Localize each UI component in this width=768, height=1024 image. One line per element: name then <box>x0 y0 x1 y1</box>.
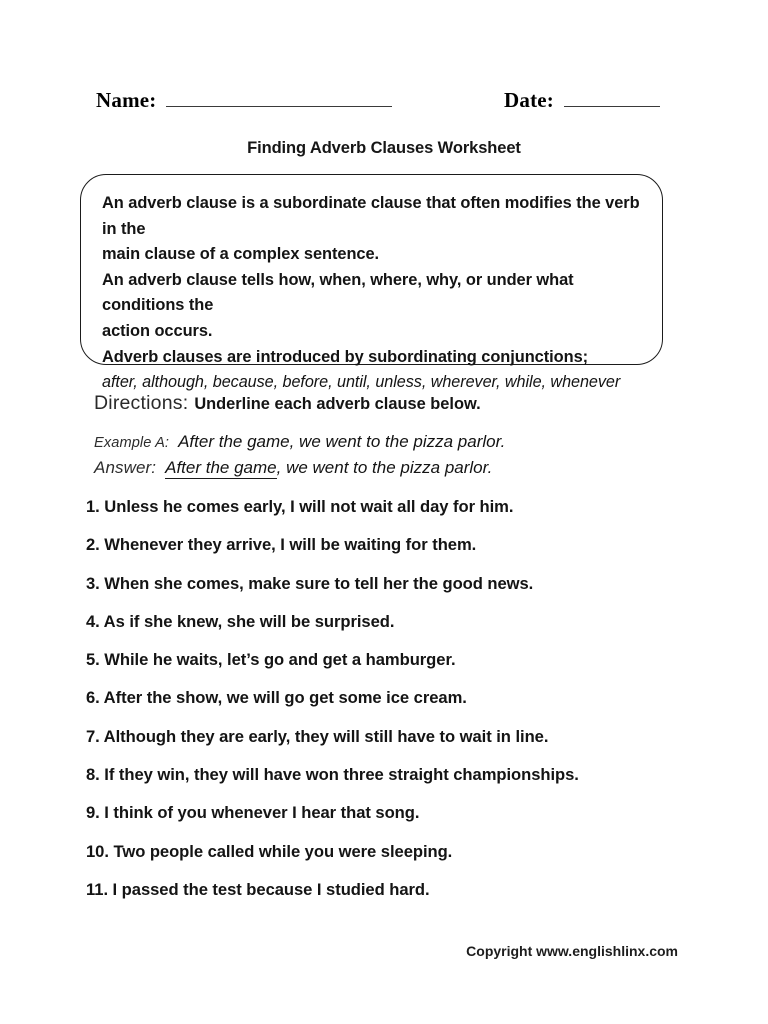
name-label: Name: <box>96 88 157 112</box>
directions-text: Underline each adverb clause below. <box>194 395 481 413</box>
directions-label: Directions: <box>94 392 189 414</box>
answer-row <box>94 458 492 478</box>
question-item[interactable]: 7. Although they are early, they will still have to wait in line. <box>86 726 549 746</box>
name-date-row <box>96 88 676 118</box>
question-item[interactable]: 2. Whenever they arrive, I will be waiting for them. <box>86 535 477 555</box>
page-title: Finding Adverb Clauses Worksheet <box>247 139 521 157</box>
question-item[interactable]: 4. As if she knew, she will be surprised. <box>86 611 395 631</box>
answer-underlined-clause: After the game <box>165 458 277 477</box>
subordinating-conjunctions-list: after, although, because, before, until, unless, wherever, while, whenever <box>102 373 621 392</box>
example-row <box>94 432 505 452</box>
question-item[interactable]: 9. I think of you whenever I hear that song. <box>86 803 420 823</box>
question-item[interactable]: 8. If they win, they will have won three straight championships. <box>86 765 579 785</box>
answer-label: Answer: <box>94 458 157 477</box>
definition-box <box>80 174 663 392</box>
date-input-rule[interactable] <box>564 89 660 107</box>
name-field[interactable] <box>96 88 392 113</box>
definition-line: An adverb clause tells how, when, where, why, or under what conditions the <box>102 270 574 315</box>
question-item[interactable]: 5. While he waits, let’s go and get a hamburger. <box>86 650 456 670</box>
date-field[interactable] <box>504 88 660 113</box>
example-sentence: After the game, we went to the pizza parlor. <box>178 432 506 451</box>
question-item[interactable]: 10. Two people called while you were sleeping. <box>86 841 453 861</box>
answer-sentence <box>165 458 492 478</box>
question-list <box>86 497 686 918</box>
definition-line: action occurs. <box>102 321 213 340</box>
definition-box-content <box>81 175 662 396</box>
question-item[interactable]: 3. When she comes, make sure to tell her the good news. <box>86 573 534 593</box>
question-item[interactable]: 1. Unless he comes early, I will not wait all day for him. <box>86 497 514 516</box>
date-label: Date: <box>504 88 554 112</box>
answer-remaining-text: , we went to the pizza parlor. <box>276 458 493 477</box>
copyright-notice: Copyright www.englishlinx.com <box>466 943 678 959</box>
definition-line: main clause of a complex sentence. <box>102 245 380 264</box>
example-label: Example A: <box>94 435 170 451</box>
question-item[interactable]: 11. I passed the test because I studied hard. <box>86 879 430 899</box>
name-input-rule[interactable] <box>166 89 392 107</box>
question-item[interactable]: 6. After the show, we will go get some ice cream. <box>86 688 467 708</box>
definition-line: Adverb clauses are introduced by subordinating conjunctions; <box>102 347 589 366</box>
definition-line: An adverb clause is a subordinate clause that often modifies the verb in the <box>102 194 640 238</box>
directions-row <box>94 392 481 415</box>
